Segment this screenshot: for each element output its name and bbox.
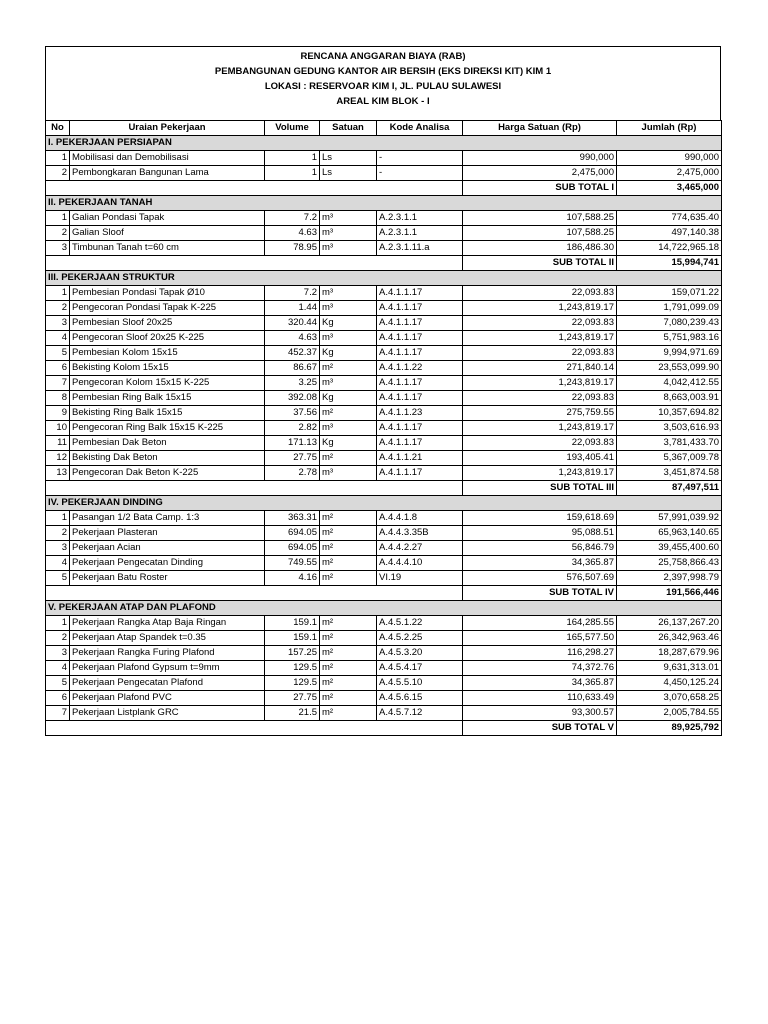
item-description: Pekerjaan Pengecatan Dinding [70,556,265,571]
item-no: 7 [46,706,70,721]
item-amount: 65,963,140.65 [617,526,722,541]
item-amount: 4,450,125.24 [617,676,722,691]
item-no: 10 [46,421,70,436]
section-header-row [46,271,722,286]
table-row [46,421,722,436]
table-row [46,406,722,421]
item-code: A.4.5.2.25 [377,631,463,646]
item-volume: 3.25 [265,376,320,391]
subtotal-label: SUB TOTAL II [463,256,617,271]
item-amount: 3,503,616.93 [617,421,722,436]
item-volume: 7.2 [265,211,320,226]
table-row [46,361,722,376]
item-description: Pekerjaan Rangka Furing Plafond [70,646,265,661]
item-unit-price: 186,486.30 [463,241,617,256]
item-code: A.2.3.1.1 [377,211,463,226]
item-volume: 129.5 [265,676,320,691]
item-code: A.4.1.1.17 [377,391,463,406]
item-no: 2 [46,631,70,646]
item-no: 12 [46,451,70,466]
item-code: A.4.1.1.22 [377,361,463,376]
subtotal-row [46,586,722,601]
subtotal-row [46,721,722,736]
item-description: Pekerjaan Plafond PVC [70,691,265,706]
item-unit-price: 22,093.83 [463,436,617,451]
table-row [46,331,722,346]
item-no: 9 [46,406,70,421]
item-no: 4 [46,661,70,676]
item-volume: 27.75 [265,691,320,706]
item-volume: 129.5 [265,661,320,676]
item-code: A.4.1.1.17 [377,421,463,436]
item-code: A.4.5.6.15 [377,691,463,706]
item-unit-price: 164,285.55 [463,616,617,631]
item-unit: m² [320,406,377,421]
section-header-row [46,136,722,151]
item-no: 1 [46,286,70,301]
item-unit-price: 34,365.87 [463,676,617,691]
item-amount: 2,397,998.79 [617,571,722,586]
item-description: Pembesian Sloof 20x25 [70,316,265,331]
item-no: 1 [46,151,70,166]
item-unit: Kg [320,436,377,451]
item-description: Pengecoran Sloof 20x25 K-225 [70,331,265,346]
item-code: A.4.1.1.17 [377,346,463,361]
col-header-satuan: Satuan [320,121,377,136]
title-line-1: RENCANA ANGGARAN BIAYA (RAB) [300,51,466,62]
item-unit-price: 22,093.83 [463,391,617,406]
subtotal-label: SUB TOTAL IV [463,586,617,601]
subtotal-value: 87,497,511 [617,481,722,496]
item-no: 4 [46,556,70,571]
item-unit: m² [320,556,377,571]
item-unit-price: 990,000 [463,151,617,166]
table-row [46,391,722,406]
item-code: A.4.1.1.17 [377,376,463,391]
col-header-kode: Kode Analisa [377,121,463,136]
item-unit-price: 116,298.27 [463,646,617,661]
item-code: A.4.4.3.35B [377,526,463,541]
item-description: Pembesian Ring Balk 15x15 [70,391,265,406]
item-amount: 8,663,003.91 [617,391,722,406]
item-description: Pembongkaran Bangunan Lama [70,166,265,181]
item-unit: m³ [320,376,377,391]
item-no: 2 [46,301,70,316]
item-unit-price: 110,633.49 [463,691,617,706]
item-no: 5 [46,676,70,691]
item-volume: 1.44 [265,301,320,316]
item-code: VI.19 [377,571,463,586]
item-description: Pengecoran Pondasi Tapak K-225 [70,301,265,316]
section-header-row [46,196,722,211]
item-code: A.4.5.1.22 [377,616,463,631]
item-unit-price: 22,093.83 [463,346,617,361]
item-description: Pekerjaan Rangka Atap Baja Ringan [70,616,265,631]
item-description: Bekisting Ring Balk 15x15 [70,406,265,421]
item-code: A.4.4.2.27 [377,541,463,556]
item-unit: m³ [320,466,377,481]
item-unit-price: 2,475,000 [463,166,617,181]
section-title: I. PEKERJAAN PERSIAPAN [46,136,722,151]
item-unit: m³ [320,331,377,346]
item-volume: 86.67 [265,361,320,376]
item-description: Galian Pondasi Tapak [70,211,265,226]
item-unit: Ls [320,166,377,181]
item-amount: 1,791,099.09 [617,301,722,316]
item-unit: m² [320,691,377,706]
item-unit: m² [320,661,377,676]
subtotal-row [46,181,722,196]
subtotal-row [46,481,722,496]
item-volume: 694.05 [265,541,320,556]
item-volume: 159.1 [265,616,320,631]
table-row [46,316,722,331]
item-unit: m² [320,526,377,541]
section-title: IV. PEKERJAAN DINDING [46,496,722,511]
table-row [46,346,722,361]
item-amount: 26,137,267.20 [617,616,722,631]
item-unit: m³ [320,286,377,301]
table-row [46,376,722,391]
item-volume: 157.25 [265,646,320,661]
item-unit: m³ [320,421,377,436]
item-code: A.4.5.7.12 [377,706,463,721]
rab-table [45,120,722,736]
item-unit-price: 159,618.69 [463,511,617,526]
item-description: Bekisting Kolom 15x15 [70,361,265,376]
item-code: A.4.1.1.17 [377,301,463,316]
title-line-2: PEMBANGUNAN GEDUNG KANTOR AIR BERSIH (EKS DIREKSI KIT) KIM 1 [214,66,552,77]
item-code: A.2.3.1.11.a [377,241,463,256]
item-description: Pengecoran Kolom 15x15 K-225 [70,376,265,391]
subtotal-spacer [46,181,463,196]
item-amount: 774,635.40 [617,211,722,226]
item-no: 2 [46,526,70,541]
item-amount: 9,994,971.69 [617,346,722,361]
table-row [46,646,722,661]
item-description: Timbunan Tanah t=60 cm [70,241,265,256]
title-line-4: AREAL KIM BLOK - I [336,96,430,107]
table-row [46,436,722,451]
table-row [46,571,722,586]
table-row [46,691,722,706]
table-row [46,466,722,481]
item-description: Pekerjaan Plasteran [70,526,265,541]
item-volume: 4.63 [265,331,320,346]
item-volume: 7.2 [265,286,320,301]
item-amount: 7,080,239.43 [617,316,722,331]
col-header-uraian: Uraian Pekerjaan [70,121,265,136]
item-unit: m² [320,361,377,376]
table-row [46,241,722,256]
item-volume: 4.63 [265,226,320,241]
item-no: 1 [46,616,70,631]
item-volume: 392.08 [265,391,320,406]
item-unit: Kg [320,391,377,406]
subtotal-label: SUB TOTAL I [463,181,617,196]
table-row [46,511,722,526]
item-description: Pekerjaan Acian [70,541,265,556]
item-code: - [377,151,463,166]
item-code: A.4.1.1.17 [377,286,463,301]
subtotal-spacer [46,721,463,736]
item-unit: m² [320,511,377,526]
section-title: II. PEKERJAAN TANAH [46,196,722,211]
item-description: Pekerjaan Plafond Gypsum t=9mm [70,661,265,676]
item-unit-price: 271,840.14 [463,361,617,376]
item-no: 3 [46,316,70,331]
item-unit: Kg [320,346,377,361]
table-row [46,631,722,646]
item-unit-price: 1,243,819.17 [463,301,617,316]
item-unit-price: 1,243,819.17 [463,466,617,481]
item-code: A.2.3.1.1 [377,226,463,241]
section-title: III. PEKERJAAN STRUKTUR [46,271,722,286]
item-volume: 1 [265,151,320,166]
item-amount: 39,455,400.60 [617,541,722,556]
item-description: Mobilisasi dan Demobilisasi [70,151,265,166]
table-row [46,151,722,166]
item-amount: 10,357,694.82 [617,406,722,421]
item-amount: 26,342,963.46 [617,631,722,646]
item-unit-price: 165,577.50 [463,631,617,646]
item-volume: 2.78 [265,466,320,481]
item-volume: 21.5 [265,706,320,721]
item-no: 1 [46,211,70,226]
item-unit-price: 107,588.25 [463,226,617,241]
item-unit-price: 193,405.41 [463,451,617,466]
item-volume: 4.16 [265,571,320,586]
subtotal-value: 15,994,741 [617,256,722,271]
item-description: Pengecoran Dak Beton K-225 [70,466,265,481]
rab-table-body [46,136,722,736]
item-unit-price: 22,093.83 [463,316,617,331]
item-code: A.4.1.1.17 [377,316,463,331]
document-title-block [45,46,721,120]
item-no: 5 [46,346,70,361]
item-unit-price: 1,243,819.17 [463,421,617,436]
table-row [46,166,722,181]
item-no: 6 [46,361,70,376]
item-description: Pekerjaan Atap Spandek t=0.35 [70,631,265,646]
title-line-3: LOKASI : RESERVOAR KIM I, JL. PULAU SULAWESI [264,81,502,92]
item-amount: 5,367,009.78 [617,451,722,466]
item-amount: 2,005,784.55 [617,706,722,721]
item-unit: m² [320,631,377,646]
item-amount: 5,751,983.16 [617,331,722,346]
item-unit-price: 95,088.51 [463,526,617,541]
item-no: 7 [46,376,70,391]
col-header-no: No [46,121,70,136]
item-unit-price: 56,846.79 [463,541,617,556]
subtotal-row [46,256,722,271]
item-no: 13 [46,466,70,481]
item-unit-price: 22,093.83 [463,286,617,301]
table-row [46,616,722,631]
table-row [46,301,722,316]
item-description: Pekerjaan Listplank GRC [70,706,265,721]
col-header-jumlah: Jumlah (Rp) [617,121,722,136]
item-amount: 9,631,313.01 [617,661,722,676]
item-amount: 497,140.38 [617,226,722,241]
item-amount: 2,475,000 [617,166,722,181]
item-no: 1 [46,511,70,526]
item-code: A.4.5.3.20 [377,646,463,661]
item-no: 2 [46,166,70,181]
subtotal-value: 3,465,000 [617,181,722,196]
item-amount: 57,991,039.92 [617,511,722,526]
item-code: A.4.1.1.17 [377,436,463,451]
col-header-volume: Volume [265,121,320,136]
item-code: A.4.1.1.17 [377,466,463,481]
item-unit-price: 576,507.69 [463,571,617,586]
item-volume: 37.56 [265,406,320,421]
item-unit: m² [320,646,377,661]
subtotal-label: SUB TOTAL V [463,721,617,736]
item-description: Pembesian Pondasi Tapak Ø10 [70,286,265,301]
item-volume: 452.37 [265,346,320,361]
subtotal-spacer [46,481,463,496]
item-unit-price: 34,365.87 [463,556,617,571]
table-row [46,676,722,691]
section-header-row [46,601,722,616]
table-row [46,211,722,226]
table-row [46,526,722,541]
item-description: Pembesian Dak Beton [70,436,265,451]
table-row [46,541,722,556]
item-unit: Kg [320,316,377,331]
item-unit: m² [320,571,377,586]
subtotal-value: 191,566,446 [617,586,722,601]
table-row [46,286,722,301]
item-amount: 990,000 [617,151,722,166]
item-description: Pekerjaan Pengecatan Plafond [70,676,265,691]
item-unit: m² [320,676,377,691]
item-amount: 3,070,658.25 [617,691,722,706]
item-unit-price: 74,372.76 [463,661,617,676]
table-header-row [46,121,722,136]
item-unit: m² [320,616,377,631]
subtotal-label: SUB TOTAL III [463,481,617,496]
item-volume: 159.1 [265,631,320,646]
item-code: A.4.4.1.8 [377,511,463,526]
item-volume: 78.95 [265,241,320,256]
item-description: Pengecoran Ring Balk 15x15 K-225 [70,421,265,436]
item-no: 3 [46,241,70,256]
item-unit: Ls [320,151,377,166]
rab-sheet [45,46,721,736]
item-unit: m² [320,706,377,721]
item-no: 11 [46,436,70,451]
item-unit: m³ [320,241,377,256]
item-no: 8 [46,391,70,406]
item-no: 3 [46,541,70,556]
item-description: Pasangan 1/2 Bata Camp. 1:3 [70,511,265,526]
item-unit: m² [320,541,377,556]
item-amount: 3,781,433.70 [617,436,722,451]
item-no: 5 [46,571,70,586]
item-code: - [377,166,463,181]
table-row [46,706,722,721]
item-code: A.4.1.1.23 [377,406,463,421]
subtotal-spacer [46,256,463,271]
item-unit-price: 275,759.55 [463,406,617,421]
col-header-harga: Harga Satuan (Rp) [463,121,617,136]
table-row [46,226,722,241]
item-no: 3 [46,646,70,661]
item-amount: 159,071.22 [617,286,722,301]
table-row [46,556,722,571]
item-no: 6 [46,691,70,706]
item-amount: 3,451,874.58 [617,466,722,481]
item-unit: m³ [320,301,377,316]
item-description: Bekisting Dak Beton [70,451,265,466]
item-description: Galian Sloof [70,226,265,241]
item-volume: 363.31 [265,511,320,526]
item-code: A.4.5.4.17 [377,661,463,676]
item-unit-price: 1,243,819.17 [463,331,617,346]
section-title: V. PEKERJAAN ATAP DAN PLAFOND [46,601,722,616]
item-amount: 18,287,679.96 [617,646,722,661]
item-unit-price: 107,588.25 [463,211,617,226]
item-volume: 2.82 [265,421,320,436]
item-volume: 749.55 [265,556,320,571]
item-volume: 27.75 [265,451,320,466]
subtotal-spacer [46,586,463,601]
section-header-row [46,496,722,511]
item-description: Pembesian Kolom 15x15 [70,346,265,361]
item-amount: 14,722,965.18 [617,241,722,256]
item-volume: 320.44 [265,316,320,331]
item-unit: m³ [320,211,377,226]
item-volume: 694.05 [265,526,320,541]
item-amount: 23,553,099.90 [617,361,722,376]
item-unit: m³ [320,226,377,241]
item-code: A.4.1.1.21 [377,451,463,466]
item-no: 4 [46,331,70,346]
item-no: 2 [46,226,70,241]
item-code: A.4.1.1.17 [377,331,463,346]
item-unit: m² [320,451,377,466]
table-row [46,451,722,466]
item-code: A.4.5.5.10 [377,676,463,691]
item-unit-price: 1,243,819.17 [463,376,617,391]
item-amount: 25,758,866.43 [617,556,722,571]
item-code: A.4.4.4.10 [377,556,463,571]
item-description: Pekerjaan Batu Roster [70,571,265,586]
table-row [46,661,722,676]
item-volume: 171.13 [265,436,320,451]
item-volume: 1 [265,166,320,181]
item-amount: 4,042,412.55 [617,376,722,391]
item-unit-price: 93,300.57 [463,706,617,721]
subtotal-value: 89,925,792 [617,721,722,736]
